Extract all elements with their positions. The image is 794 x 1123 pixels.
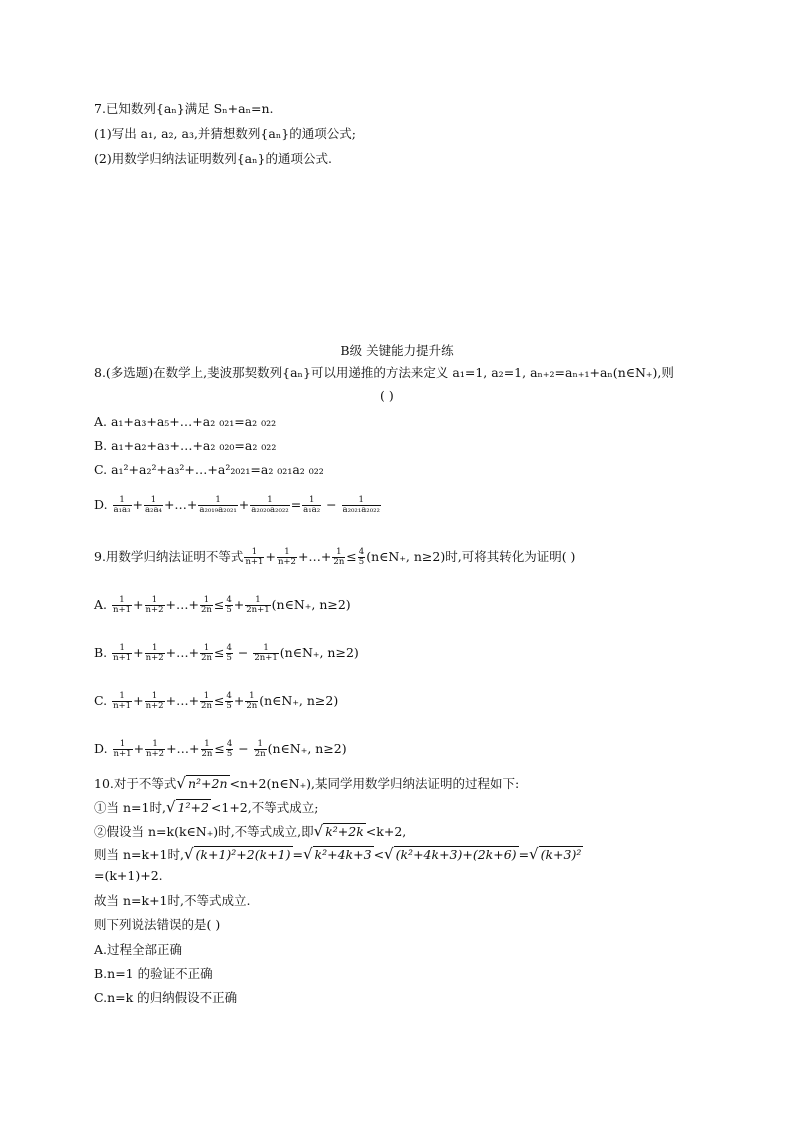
q10-stem-post: <n+2(n∈N₊),某同学用数学归纳法证明的过程如下: — [229, 776, 520, 791]
q9-option-d: D. $\frac{1}{n+1}$ + $\frac{1}{n+2}$ +…+ $\frac{1}{2n}$ ≤ $\frac{4}{5}$ − $\frac{1}{2n}$ (n∈N₊, n≥2) — [94, 739, 347, 759]
q9-b-label: B. — [94, 645, 108, 660]
q10-step4: 故当 n=k+1时,不等式成立. — [94, 893, 251, 908]
q8-d-label: D. — [94, 497, 108, 512]
q10-option-b: B.n=1 的验证不正确 — [94, 966, 213, 981]
q8-d-eq: = — [290, 497, 302, 512]
q9-a-tail: (n∈N₊, n≥2) — [271, 597, 351, 612]
q8-option-b: B. a₁+a₂+a₃+…+a₂ ₀₂₀=a₂ ₀₂₂ — [94, 438, 277, 453]
q9-stem: 9.用数学归纳法证明不等式 $\frac{1}{n+1}$ + $\frac{1}{n+2}$ +…+ $\frac{1}{2n}$ ≤ $\frac{4}{5}$ (n∈N₊, n≥2)时,可将其转化为证明( ) — [94, 547, 576, 567]
section-title: B级 关键能力提升练 — [340, 343, 454, 358]
q10-step3-line2: =(k+1)+2. — [94, 868, 163, 883]
q10-step2: ②假设当 n=k(k∈N₊)时,不等式成立,即√ k²+2k <k+2, — [94, 822, 407, 840]
q9-b-tail: (n∈N₊, n≥2) — [279, 645, 359, 660]
q10-option-a: A.过程全部正确 — [94, 942, 183, 957]
q10-step1-post: <1+2,不等式成立; — [210, 800, 319, 815]
q10-stem: 10.对于不等式√ n²+2n <n+2(n∈N₊),某同学用数学归纳法证明的过程如下: — [94, 774, 520, 792]
q9-stem-post: (n∈N₊, n≥2)时,可将其转化为证明( ) — [366, 549, 576, 564]
q10-stem-pre: 10.对于不等式 — [94, 776, 177, 791]
q10-step1: ①当 n=1时,√ 1²+2 <1+2,不等式成立; — [94, 798, 319, 816]
q9-d-label: D. — [94, 741, 108, 756]
q10-step2-pre: ②假设当 n=k(k∈N₊)时,不等式成立,即 — [94, 824, 314, 839]
q8-answer-paren: ( ) — [380, 388, 394, 403]
q8-stem: 8.(多选题)在数学上,斐波那契数列{aₙ}可以用递推的方法来定义 a₁=1, a₂=1, aₙ₊₂=aₙ₊₁+aₙ(n∈N₊),则 — [94, 365, 674, 380]
q9-option-b: B. $\frac{1}{n+1}$ + $\frac{1}{n+2}$ +…+ $\frac{1}{2n}$ ≤ $\frac{4}{5}$ − $\frac{1}{2n+1}$ (n∈N₊, n≥2) — [94, 643, 359, 663]
q7-stem: 7.已知数列{aₙ}满足 Sₙ+aₙ=n. — [94, 101, 274, 116]
q7-part2: (2)用数学归纳法证明数列{aₙ}的通项公式. — [94, 151, 332, 166]
q9-option-a: A. $\frac{1}{n+1}$ + $\frac{1}{n+2}$ +…+ $\frac{1}{2n}$ ≤ $\frac{4}{5}$ + $\frac{1}{2n+1}$ (n∈N₊, n≥2) — [94, 595, 351, 615]
q9-c-tail: (n∈N₊, n≥2) — [259, 693, 339, 708]
q10-step3: 则当 n=k+1时,√ (k+1)²+2(k+1) =√ k²+4k+3 <√ (k²+4k+3)+(2k+6) =√ (k+3)² — [94, 845, 582, 863]
q8-option-c: C. a₁²+a₂²+a₃²+…+a²₂₀₂₁=a₂ ₀₂₁a₂ ₀₂₂ — [94, 462, 324, 477]
q9-option-c: C. $\frac{1}{n+1}$ + $\frac{1}{n+2}$ +…+ $\frac{1}{2n}$ ≤ $\frac{4}{5}$ + $\frac{1}{2n}$ (n∈N₊, n≥2) — [94, 691, 339, 711]
q9-a-label: A. — [94, 597, 108, 612]
q8-option-a: A. a₁+a₃+a₅+…+a₂ ₀₂₁=a₂ ₀₂₂ — [94, 414, 277, 429]
q10-step2-post: <k+2, — [365, 824, 407, 839]
q7-part1: (1)写出 a₁, a₂, a₃,并猜想数列{aₙ}的通项公式; — [94, 126, 356, 141]
q10-option-c: C.n=k 的归纳假设不正确 — [94, 990, 238, 1005]
q9-c-label: C. — [94, 693, 108, 708]
q8-option-d: D. $\frac{1}{\text{a₁a₃}}$ + $\frac{1}{\text{a₂a₄}}$ +…+ $\frac{1}{\text{a₂₀₁₉a₂₀₂₁}}$ + $\frac{1}{\text{a₂₀₂₀a₂₀₂₂}}$ = $\frac{1}{\text{a₁a₂}}$ − $\frac{1}{\text{a₂₀₂₁a₂₀₂₂}}$ — [94, 495, 380, 515]
q9-d-tail: (n∈N₊, n≥2) — [267, 741, 347, 756]
q10-step5: 则下列说法错误的是( ) — [94, 917, 221, 932]
q9-stem-pre: 9.用数学归纳法证明不等式 — [94, 549, 244, 564]
q10-step3-pre: 则当 n=k+1时, — [94, 847, 184, 862]
q10-step1-pre: ①当 n=1时, — [94, 800, 166, 815]
